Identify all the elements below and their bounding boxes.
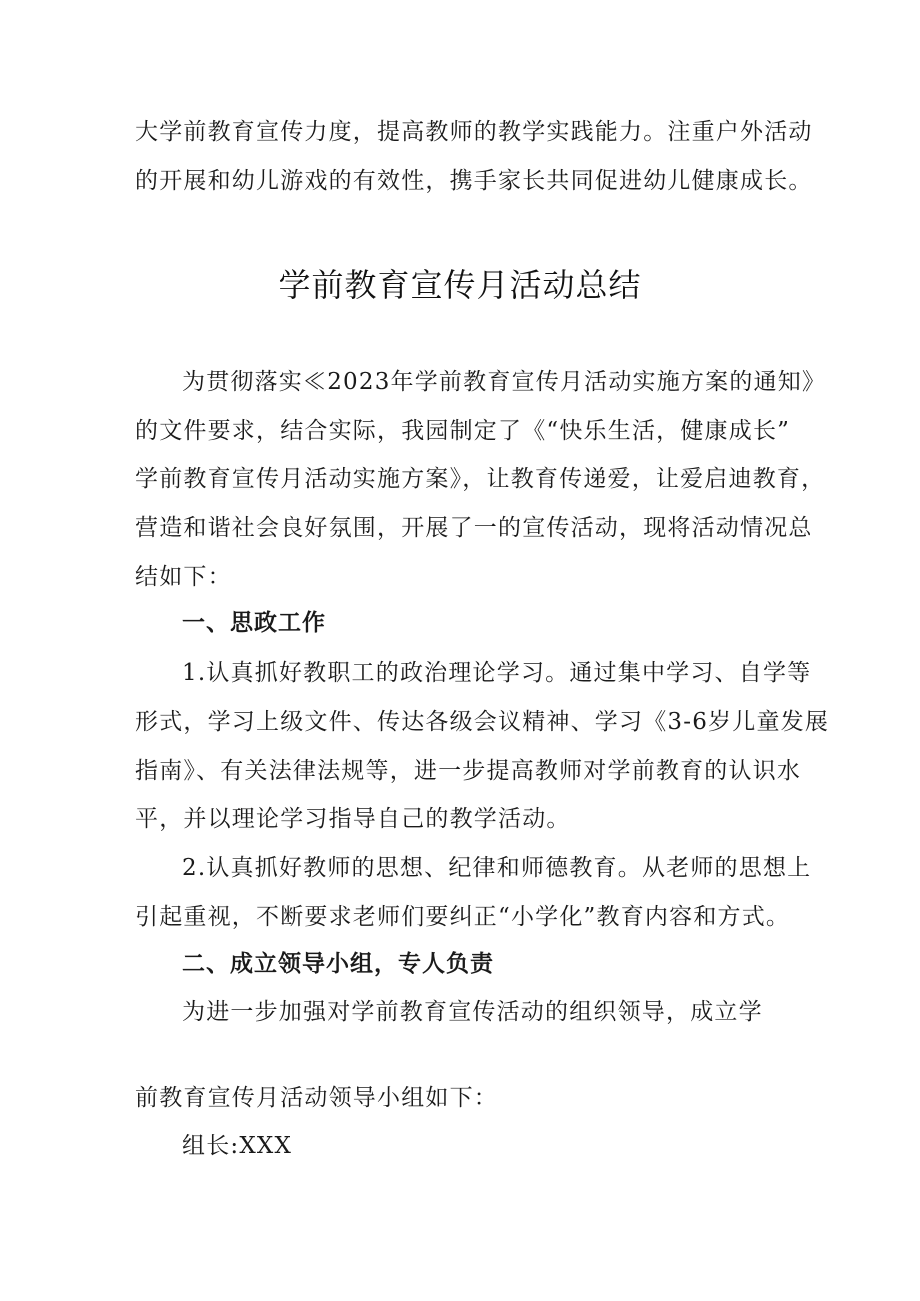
body-text-line: 为贯彻落实≪2023年学前教育宣传月活动实施方案的通知》 — [182, 369, 827, 395]
body-text-line: 1.认真抓好教职工的政治理论学习。通过集中学习、自学等 — [182, 660, 812, 686]
section-heading: 二、成立领导小组，专人负责 — [182, 951, 494, 977]
body-text-line: 结如下： — [135, 564, 232, 590]
body-text-line: 大学前教育宣传力度，提高教师的教学实践能力。注重户外活动 — [135, 119, 813, 145]
body-text-line: 的开展和幼儿游戏的有效性，携手家长共同促进幼儿健康成长。 — [135, 168, 813, 194]
body-text-line: 学前教育宣传月活动实施方案》，让教育传递爱，让爱启迪教育， — [135, 466, 826, 492]
body-text-line: 营造和谐社会良好氛围，开展了一的宣传活动，现将活动情况总 — [135, 515, 813, 541]
body-text-line: 2.认真抓好教师的思想、纪律和师德教育。从老师的思想上 — [182, 855, 812, 881]
section-heading: 一、思政工作 — [182, 610, 326, 636]
body-text-line: 的文件要求，结合实际，我园制定了《“快乐生活，健康成长” — [135, 418, 791, 444]
body-text-line: 指南》、有关法律法规等，进一步提高教师对学前教育的认识水 — [135, 758, 802, 784]
leader-line: 组长:XXX — [182, 1133, 293, 1159]
body-text-line: 引起重视，不断要求老师们要纠正“小学化”教育内容和方式。 — [135, 904, 791, 930]
document-title: 学前教育宣传月活动总结 — [278, 266, 642, 304]
body-text-line: 前教育宣传月活动领导小组如下： — [135, 1085, 498, 1111]
body-text-line: 为进一步加强对学前教育宣传活动的组织领导，成立学 — [182, 999, 763, 1025]
body-text-line: 形式，学习上级文件、传达各级会议精神、学习《3-6岁儿童发展 — [135, 709, 830, 735]
body-text-line: 平，并以理论学习指导自己的教学活动。 — [135, 806, 571, 832]
